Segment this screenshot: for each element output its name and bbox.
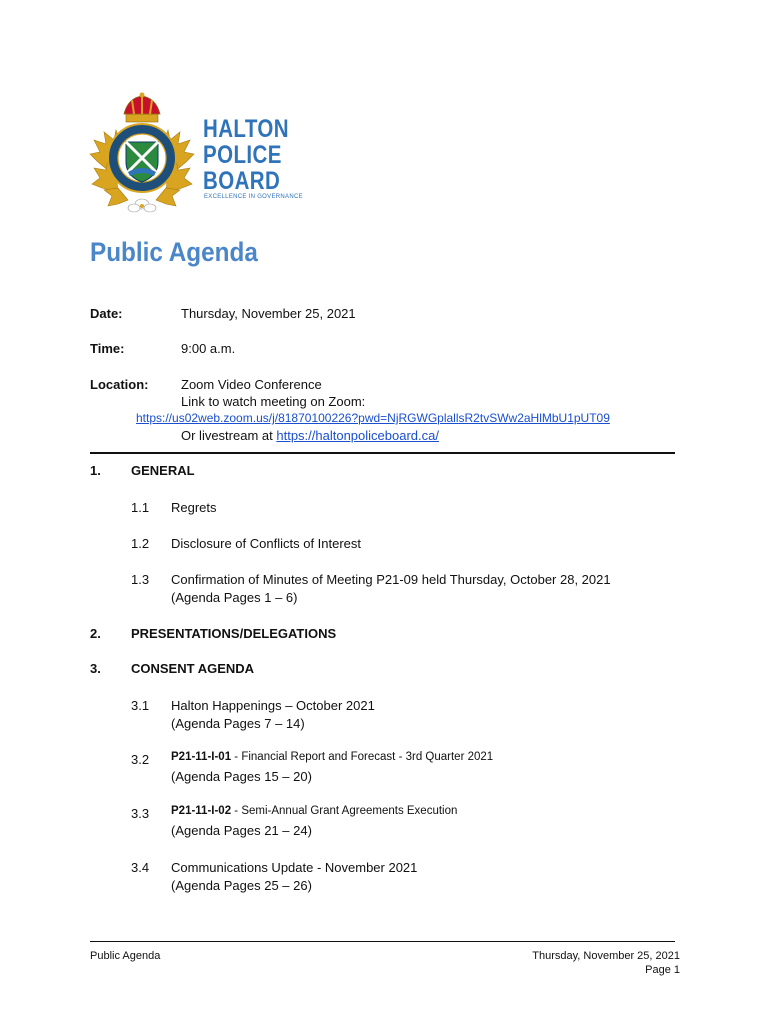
page-number: Page 1	[645, 964, 680, 976]
page-title: Public Agenda	[90, 237, 258, 267]
brand-tagline: EXCELLENCE IN GOVERNANCE	[204, 194, 303, 200]
section-number: 1.	[90, 463, 101, 478]
section-title: PRESENTATIONS/DELEGATIONS	[131, 626, 337, 641]
location-label: Location:	[90, 377, 149, 392]
board-name-logo	[203, 116, 289, 194]
time-value: 9:00 a.m.	[181, 341, 236, 356]
report-code: P21-11-I-02	[171, 805, 232, 817]
item-text: Confirmation of Minutes of Meeting P21-09 held Thursday, October 28, 2021	[171, 572, 611, 587]
item-number: 3.3	[131, 806, 150, 821]
item-text	[171, 749, 493, 766]
brand-line-2: POLICE	[203, 141, 282, 169]
date-label: Date:	[90, 306, 123, 321]
section-title: CONSENT AGENDA	[131, 661, 255, 676]
location-line-2: Link to watch meeting on Zoom:	[181, 394, 366, 409]
item-number: 1.1	[131, 500, 150, 515]
footer-left: Public Agenda	[90, 950, 161, 962]
item-pages: (Agenda Pages 1 – 6)	[171, 590, 298, 605]
time-label: Time:	[90, 341, 125, 356]
item-text: Regrets	[171, 500, 217, 515]
item-text: Halton Happenings – October 2021	[171, 698, 375, 713]
livestream-line	[181, 428, 439, 443]
livestream-link[interactable]: https://haltonpoliceboard.ca/	[276, 428, 439, 443]
section-title: GENERAL	[131, 463, 195, 478]
item-pages: (Agenda Pages 7 – 14)	[171, 716, 305, 731]
header-divider	[90, 452, 675, 454]
item-number: 1.3	[131, 572, 150, 587]
location-line-1: Zoom Video Conference	[181, 377, 322, 392]
section-number: 3.	[90, 661, 101, 676]
report-description: - Semi-Annual Grant Agreements Execution	[231, 805, 458, 817]
item-text: Communications Update - November 2021	[171, 860, 418, 875]
livestream-prefix: Or livestream at	[181, 428, 277, 443]
zoom-link[interactable]: https://us02web.zoom.us/j/81870100226?pwd=NjRGWGplallsR2tvSWw2aHlMbU1pUT09	[136, 411, 610, 425]
item-pages: (Agenda Pages 15 – 20)	[171, 769, 312, 784]
item-pages: (Agenda Pages 25 – 26)	[171, 878, 312, 893]
item-number: 3.2	[131, 752, 150, 767]
item-number: 3.4	[131, 860, 150, 875]
item-text	[171, 803, 457, 820]
footer-divider	[90, 941, 675, 942]
item-text: Disclosure of Conflicts of Interest	[171, 536, 362, 551]
footer-date: Thursday, November 25, 2021	[532, 950, 680, 962]
section-number: 2.	[90, 626, 101, 641]
report-description: - Financial Report and Forecast - 3rd Quarter 2021	[231, 751, 494, 763]
item-pages: (Agenda Pages 21 – 24)	[171, 823, 312, 838]
brand-line-3: BOARD	[203, 167, 281, 195]
brand-line-1: HALTON	[203, 115, 289, 143]
item-number: 1.2	[131, 536, 150, 551]
halton-police-crest-icon	[88, 92, 196, 220]
item-number: 3.1	[131, 698, 150, 713]
report-code: P21-11-I-01	[171, 751, 232, 763]
date-value: Thursday, November 25, 2021	[181, 306, 356, 321]
